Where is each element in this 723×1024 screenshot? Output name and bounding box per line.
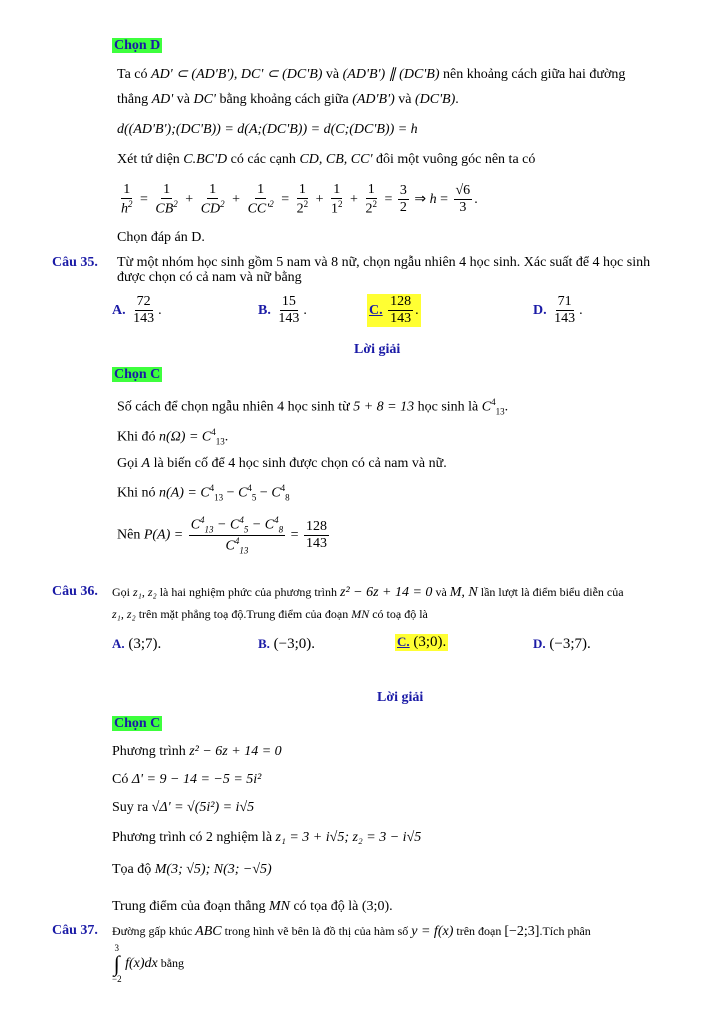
q36-option-c[interactable]: C. (3;0). xyxy=(397,634,447,650)
q35-solution-heading: Lời giải xyxy=(354,342,401,357)
q35-sol-3: Gọi A là biến cố để 4 học sinh được chọn có cả nam và nữ. xyxy=(117,456,447,471)
prev-choice-label: Chọn D xyxy=(114,38,161,53)
q36-number: Câu 36. xyxy=(52,584,98,599)
integral-upper-limit: 3 xyxy=(114,943,120,953)
q36-text-2: z₁, z₂ trên mặt phẳng toạ độ.Trung điểm của đoạn MN có toạ độ là xyxy=(112,607,428,621)
q35-option-b[interactable]: B. $\frac{15}{143}$ . xyxy=(258,294,307,327)
q36-option-d[interactable]: D. (−3;7). xyxy=(533,636,591,652)
q36-sol-3: Suy ra √Δ' = √(5i²) = i√5 xyxy=(112,800,255,815)
prev-line-4: Xét tứ diện C.BC'D có các cạnh CD, CB, CC' đôi một vuông góc nên ta có xyxy=(117,152,536,167)
q35-sol-2: Khi đó $n(\Omega) = C^4_{13}$. xyxy=(117,427,229,447)
q37-number: Câu 37. xyxy=(52,923,98,938)
prev-formula: $\frac{1}{h^2}$ = $\frac{1}{CB^2}$ + $\frac{1}{CD^2}$ + $\frac{1}{CC'^2}$ = $\frac{1}{2^2}$ + $\frac{1}{1^2}$ + $\frac{1}{2^2}$ = $\frac{3}{2}$ ⇒ h = $\frac{√6}{3}$ . xyxy=(121,182,478,217)
q35-text-1: Từ một nhóm học sinh gồm 5 nam và 8 nữ, chọn ngẫu nhiên 4 học sinh. Xác suất để 4 học sinh xyxy=(117,255,651,270)
q36-solution-heading: Lời giải xyxy=(377,690,424,705)
q36-sol-4: Phương trình có 2 nghiệm là z₁ = 3 + i√5; z₂ = 3 − i√5 xyxy=(112,830,422,845)
q36-text-1: Gọi z₁, z₂ là hai nghiệm phức của phương trình z² − 6z + 14 = 0 và M, N lần lượt là điểm biểu diễn của xyxy=(112,585,624,600)
q36-sol-2: Có Δ' = 9 − 14 = −5 = 5i² xyxy=(112,772,262,787)
prev-line-2: thẳng AD' và DC' bằng khoảng cách giữa (AD'B') và (DC'B). xyxy=(117,92,459,107)
q35-sol-4: Khi nó $n(A) = C^4_{13} - C^4_5 - C^4_8$ xyxy=(117,483,290,503)
prev-line-3: d((AD'B');(DC'B)) = d(A;(DC'B)) = d(C;(DC'B)) = h xyxy=(117,122,418,137)
q35-option-d[interactable]: D. $\frac{71}{143}$ . xyxy=(533,294,583,327)
q37-integral: 3 ∫ −2 f(x)dx bằng xyxy=(112,943,185,984)
q36-option-a[interactable]: A. (3;7). xyxy=(112,636,162,652)
q36-sol-1: Phương trình z² − 6z + 14 = 0 xyxy=(112,744,282,759)
q37-text-1: Đường gấp khúc ABC trong hình vẽ bên là đồ thị của hàm số y = f(x) trên đoạn [−2;3].Tích phân xyxy=(112,924,591,939)
q35-option-a[interactable]: A. $\frac{72}{143}$ . xyxy=(112,294,162,327)
integral-lower-limit: −2 xyxy=(112,974,122,984)
prev-choose: Chọn đáp án D. xyxy=(117,230,205,245)
prev-line-1: Ta có AD' ⊂ (AD'B'), DC' ⊂ (DC'B) và (AD'B') ∥ (DC'B) nên khoảng cách giữa hai đường xyxy=(117,67,626,82)
q35-text-2: được chọn có cả nam và nữ bằng xyxy=(117,270,302,285)
q35-choice-label: Chọn C xyxy=(114,367,161,382)
q35-number: Câu 35. xyxy=(52,255,98,270)
q36-option-b[interactable]: B. (−3;0). xyxy=(258,636,316,652)
q36-choice-label: Chọn C xyxy=(114,716,161,731)
q35-sol-5: Nên P(A) = $\frac{C^4_{13} - C^4_5 - C^4_8}{C^4_{13}}$ = $\frac{128}{143}$ xyxy=(117,515,328,556)
q36-sol-5: Tọa độ M(3; √5); N(3; −√5) xyxy=(112,862,272,877)
q36-sol-6: Trung điểm của đoạn thẳng MN có tọa độ là (3;0). xyxy=(112,899,393,914)
q35-option-c[interactable]: C. $\frac{128}{143}$ . xyxy=(369,294,419,327)
q35-sol-1: Số cách để chọn ngẫu nhiên 4 học sinh từ 5 + 8 = 13 học sinh là $C^4_{13}$. xyxy=(117,397,509,417)
